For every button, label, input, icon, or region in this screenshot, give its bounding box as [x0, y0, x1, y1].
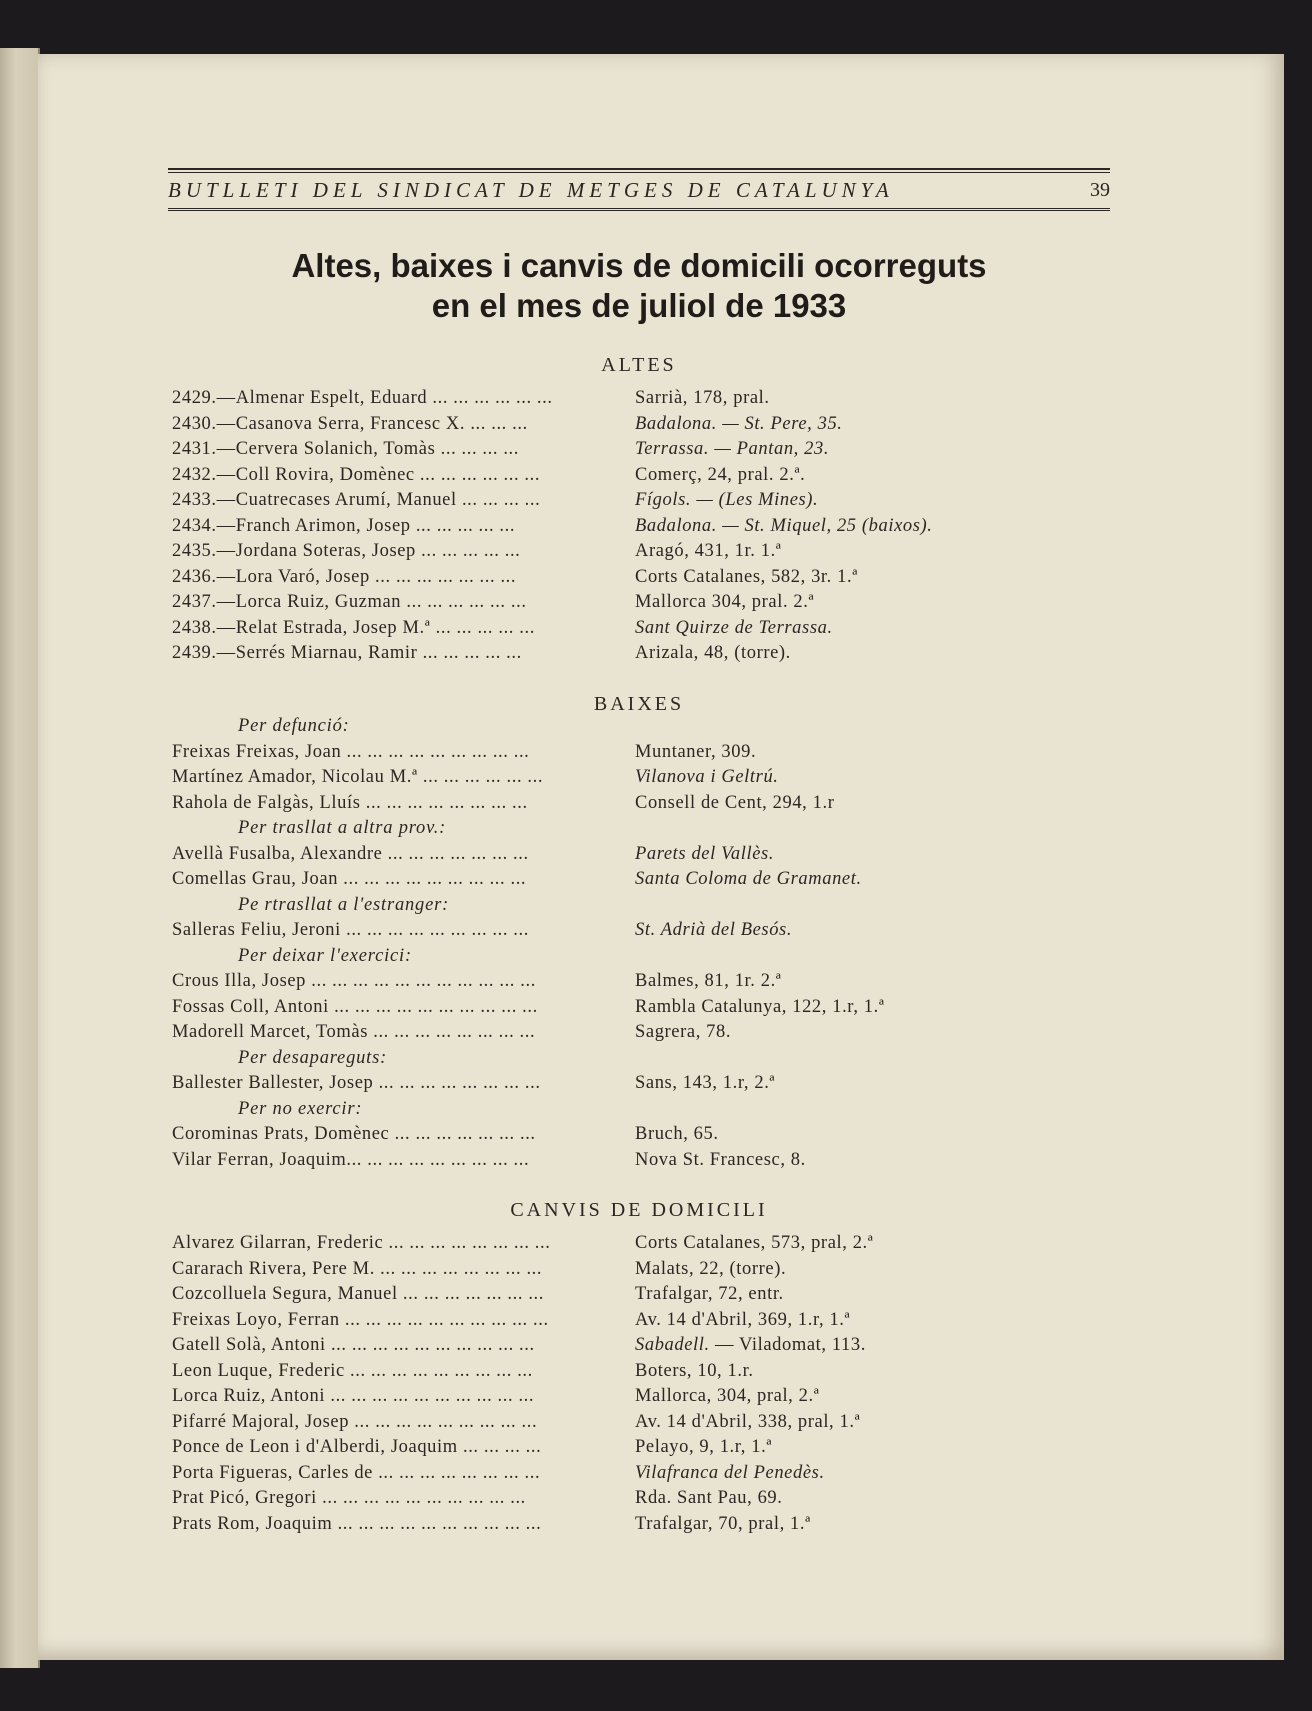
list-item — [172, 437, 1042, 463]
book-spine — [0, 48, 40, 1668]
entry-name: Alvarez Gilarran, Frederic ... ... ... ... ... ... ... ... — [172, 1233, 551, 1253]
entry-name: 2433.—Cuatrecases Arumí, Manuel ... ... ... ... — [172, 490, 541, 510]
list-item — [172, 1122, 1042, 1148]
entry-address: Aragó, 431, 1r. 1.ª — [635, 541, 782, 561]
entry-address: Muntaner, 309. — [635, 741, 757, 762]
running-header — [168, 168, 1110, 214]
entry-name: Madorell Marcet, Tomàs ... ... ... ... ... ... ... ... — [172, 1022, 536, 1042]
list-item — [172, 641, 1042, 667]
entry-address: Comerç, 24, pral. 2.ª. — [635, 464, 806, 485]
category-subheading: Per no exercir: — [238, 1098, 363, 1119]
list-item — [172, 1231, 1042, 1257]
entry-address: Malats, 22, (torre). — [635, 1258, 787, 1279]
canvis-list — [172, 1231, 1042, 1537]
entry-name: 2439.—Serrés Miarnau, Ramir ... ... ... ... ... — [172, 643, 522, 663]
entry-address: St. Adrià del Besós. — [635, 920, 793, 940]
entry-address: Parets del Vallès. — [635, 843, 775, 864]
entry-name: Prats Rom, Joaquim ... ... ... ... ... ... ... ... ... ... — [172, 1513, 542, 1534]
list-item — [172, 1384, 1042, 1410]
entry-address: Sarrià, 178, pral. — [635, 388, 770, 408]
entry-address: Corts Catalanes, 573, pral, 2.ª — [635, 1233, 874, 1253]
list-item — [172, 463, 1042, 489]
title-line-2: en el mes de juliol de 1933 — [431, 287, 847, 324]
entry-address: Arizala, 48, (torre). — [635, 643, 791, 663]
entry-address: Pelayo, 9, 1.r, 1.ª — [635, 1437, 773, 1457]
entry-name: Fossas Coll, Antoni ... ... ... ... ... ... ... ... ... ... — [172, 996, 538, 1017]
page-title — [168, 246, 1110, 326]
entry-name: Salleras Feliu, Jeroni ... ... ... ... ... ... ... ... ... — [172, 920, 529, 940]
entry-name: 2436.—Lora Varó, Josep ... ... ... ... ... ... ... — [172, 566, 517, 587]
entry-address: Nova St. Francesc, 8. — [635, 1149, 806, 1170]
entry-name: 2435.—Jordana Soteras, Josep ... ... ... ... ... — [172, 541, 521, 561]
category-subheading: Per deixar l'exercici: — [238, 945, 412, 966]
category-subheading: Per desapareguts: — [238, 1047, 388, 1068]
entry-address: Av. 14 d'Abril, 338, pral, 1.ª — [635, 1411, 861, 1432]
entry-name: Freixas Loyo, Ferran ... ... ... ... ... ... ... ... ... ... — [172, 1309, 549, 1330]
list-item — [172, 765, 1042, 791]
entry-name: Martínez Amador, Nicolau M.ª ... ... ... ... ... ... — [172, 767, 544, 787]
entry-name: Cozcolluela Segura, Manuel ... ... ... ... ... ... ... — [172, 1284, 545, 1304]
list-item — [172, 842, 1042, 868]
baixes-list — [172, 714, 1042, 1173]
entry-name: Vilar Ferran, Joaquim... ... ... ... ... ... ... ... ... — [172, 1149, 530, 1170]
entry-address: Bruch, 65. — [635, 1124, 719, 1144]
entry-address: Sagrera, 78. — [635, 1022, 732, 1042]
entry-name: 2431.—Cervera Solanich, Tomàs ... ... ... ... — [172, 439, 520, 459]
entry-name: 2438.—Relat Estrada, Josep M.ª ... ... ... ... ... — [172, 617, 535, 638]
list-item — [172, 740, 1042, 766]
list-item — [172, 1148, 1042, 1174]
entry-address: Balmes, 81, 1r. 2.ª — [635, 971, 782, 991]
entry-name: Porta Figueras, Carles de ... ... ... ... ... ... ... ... — [172, 1462, 541, 1483]
list-item — [172, 565, 1042, 591]
entry-name: Ballester Ballester, Josep ... ... ... ... ... ... ... ... — [172, 1073, 541, 1093]
header-line — [168, 173, 1110, 206]
list-item — [172, 1486, 1042, 1512]
list-item — [172, 488, 1042, 514]
list-item — [172, 1282, 1042, 1308]
entry-name: Lorca Ruiz, Antoni ... ... ... ... ... ... ... ... ... ... — [172, 1386, 535, 1406]
entry-name: Pifarré Majoral, Josep ... ... ... ... ... ... ... ... ... — [172, 1411, 538, 1432]
entry-address: Sabadell. — Viladomat, 113. — [635, 1335, 866, 1355]
list-item — [172, 969, 1042, 995]
section-heading-altes: ALTES — [601, 354, 677, 376]
entry-name: Rahola de Falgàs, Lluís ... ... ... ... ... ... ... ... — [172, 792, 528, 813]
entry-name: Cararach Rivera, Pere M. ... ... ... ... ... ... ... ... — [172, 1258, 543, 1279]
list-item — [172, 1435, 1042, 1461]
list-item — [172, 1071, 1042, 1097]
running-title: BUTLLETI DEL SINDICAT DE METGES DE CATALUNYA — [168, 178, 894, 202]
list-item — [172, 1410, 1042, 1436]
section-heading-baixes: BAIXES — [593, 693, 685, 715]
entry-address: Terrassa. — Pantan, 23. — [635, 439, 830, 459]
entry-address: Vilanova i Geltrú. — [635, 767, 779, 787]
entry-name: 2429.—Almenar Espelt, Eduard ... ... ... ... ... ... — [172, 388, 553, 408]
entry-address: Sant Quirze de Terrassa. — [635, 617, 833, 638]
list-item — [172, 1461, 1042, 1487]
list-item — [172, 995, 1042, 1021]
list-item — [172, 867, 1042, 893]
list-item — [172, 539, 1042, 565]
entry-name: 2432.—Coll Rovira, Domènec ... ... ... ... ... ... — [172, 464, 541, 485]
list-item — [172, 1359, 1042, 1385]
entry-address: Sans, 143, 1.r, 2.ª — [635, 1073, 776, 1093]
entry-address: Av. 14 d'Abril, 369, 1.r, 1.ª — [635, 1309, 851, 1330]
entry-address: Boters, 10, 1.r. — [635, 1360, 754, 1381]
entry-address: Rda. Sant Pau, 69. — [635, 1488, 783, 1508]
list-item — [172, 1333, 1042, 1359]
entry-address: Mallorca 304, pral. 2.ª — [635, 592, 815, 612]
list-item — [172, 791, 1042, 817]
list-item — [172, 514, 1042, 540]
entry-address: Consell de Cent, 294, 1.r — [635, 792, 835, 813]
entry-name: 2430.—Casanova Serra, Francesc X. ... ... ... — [172, 413, 528, 434]
entry-name: Crous Illa, Josep ... ... ... ... ... ... ... ... ... ... ... — [172, 971, 536, 991]
entry-address: Rambla Catalunya, 122, 1.r, 1.ª — [635, 996, 885, 1017]
list-item — [172, 590, 1042, 616]
list-item — [172, 386, 1042, 412]
section-heading-canvis: CANVIS DE DOMICILI — [510, 1199, 768, 1221]
list-item — [172, 412, 1042, 438]
header-bottom-rule — [168, 208, 1110, 214]
entry-address: Trafalgar, 72, entr. — [635, 1284, 784, 1304]
entry-name: Corominas Prats, Domènec ... ... ... ... ... ... ... — [172, 1124, 536, 1144]
list-item — [172, 616, 1042, 642]
entry-address: Trafalgar, 70, pral, 1.ª — [635, 1513, 811, 1534]
entry-name: Gatell Solà, Antoni ... ... ... ... ... ... ... ... ... ... — [172, 1335, 535, 1355]
entry-name: Avellà Fusalba, Alexandre ... ... ... ... ... ... ... — [172, 843, 529, 864]
altes-list — [172, 386, 1042, 667]
entry-name: Ponce de Leon i d'Alberdi, Joaquim ... ... ... ... — [172, 1437, 542, 1457]
entry-name: 2437.—Lorca Ruiz, Guzman ... ... ... ... ... ... — [172, 592, 527, 612]
entry-name: Comellas Grau, Joan ... ... ... ... ... ... ... ... ... — [172, 869, 527, 889]
title-line-1: Altes, baixes i canvis de domicili ocorreguts — [291, 247, 987, 284]
category-subheading: Pe rtrasllat a l'estranger: — [238, 894, 450, 915]
category-subheading: Per trasllat a altra prov.: — [238, 818, 447, 838]
list-item — [172, 918, 1042, 944]
entry-address: Santa Coloma de Gramanet. — [635, 869, 862, 889]
entry-address: Corts Catalanes, 582, 3r. 1.ª — [635, 566, 858, 587]
list-item — [172, 1308, 1042, 1334]
entry-address: Vilafranca del Penedès. — [635, 1462, 825, 1483]
entry-name: Freixas Freixas, Joan ... ... ... ... ... ... ... ... ... — [172, 741, 530, 762]
entry-name: 2434.—Franch Arimon, Josep ... ... ... ... ... — [172, 515, 516, 536]
list-item — [172, 1512, 1042, 1538]
header-top-rule — [168, 168, 1110, 170]
entry-name: Leon Luque, Frederic ... ... ... ... ... ... ... ... ... — [172, 1360, 533, 1381]
list-item — [172, 1257, 1042, 1283]
entry-name: Prat Picó, Gregori ... ... ... ... ... ... ... ... ... ... — [172, 1488, 526, 1508]
entry-address: Badalona. — St. Miquel, 25 (baixos). — [635, 515, 933, 536]
list-item — [172, 1020, 1042, 1046]
entry-address: Mallorca, 304, pral, 2.ª — [635, 1386, 820, 1406]
entry-address: Fígols. — (Les Mines). — [635, 490, 819, 510]
category-subheading: Per defunció: — [238, 716, 350, 736]
entry-address: Badalona. — St. Pere, 35. — [635, 413, 843, 434]
page-number: 39 — [1090, 179, 1110, 201]
